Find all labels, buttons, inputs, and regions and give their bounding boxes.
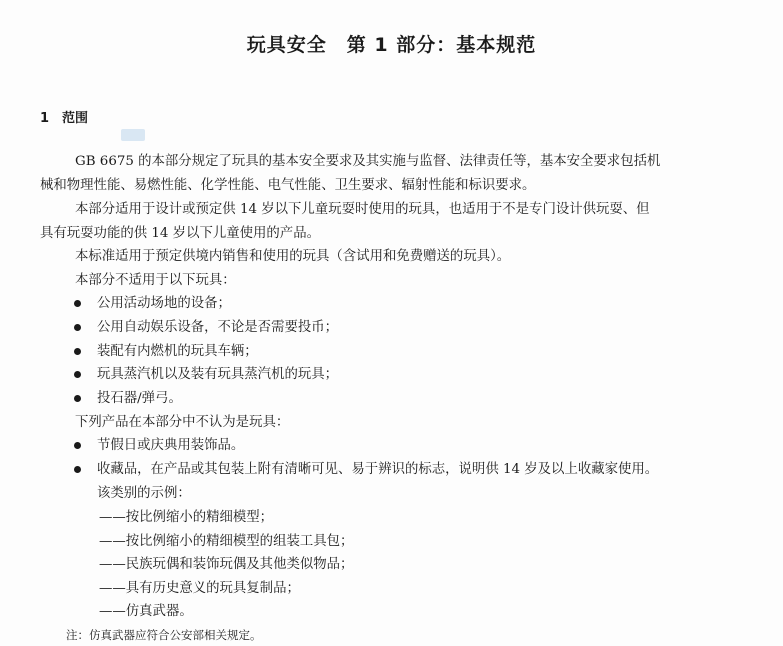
paragraph-1-line-2: 械和物理性能、易燃性能、化学性能、电气性能、卫生要求、辐射性能和标识要求。 [40, 178, 536, 193]
not-applicable-item-5: 投石器/弹弓。 [97, 391, 182, 406]
bullet-dot-icon [74, 324, 81, 331]
document-title: 玩具安全 第 1 部分：基本规范 [246, 34, 537, 56]
not-toys-item-2: 收藏品，在产品或其包装上附有清晰可见、易于辨识的标志，说明供 14 岁及以上收藏家使用。 [97, 462, 659, 477]
not-toys-intro: 下列产品在本部分中不认为是玩具： [75, 415, 290, 430]
example-item-3: ——民族玩偶和装饰玩偶及其他类似物品； [99, 557, 354, 572]
paragraph-2-line-2: 具有玩耍功能的供 14 岁以下儿童使用的产品。 [40, 226, 320, 241]
not-applicable-item-3: 装配有内燃机的玩具车辆； [97, 344, 258, 359]
bullet-dot-icon [74, 395, 81, 402]
bullet-dot-icon [74, 442, 81, 449]
section-heading-scope: 1 范围 [40, 111, 89, 126]
bullet-dot-icon [74, 348, 81, 355]
paragraph-1-line-1: GB 6675 的本部分规定了玩具的基本安全要求及其实施与监督、法律责任等，基本安全要求包括机 [75, 154, 661, 169]
paragraph-3-line-1: 本标准适用于预定供境内销售和使用的玩具（含试用和免费赠送的玩具）。 [75, 249, 511, 264]
bullet-dot-icon [74, 371, 81, 378]
not-applicable-item-1: 公用活动场地的设备； [97, 296, 231, 311]
not-applicable-item-2: 公用自动娱乐设备，不论是否需要投币； [97, 320, 339, 335]
example-item-2: ——按比例缩小的精细模型的组装工具包； [99, 534, 354, 549]
example-item-1: ——按比例缩小的精细模型； [99, 510, 274, 525]
bullet-dot-icon [74, 300, 81, 307]
note: 注：仿真武器应符合公安部相关规定。 [66, 628, 262, 642]
bullet-dot-icon [74, 466, 81, 473]
paragraph-2-line-1: 本部分适用于设计或预定供 14 岁以下儿童玩耍时使用的玩具，也适用于不是专门设计供玩耍、但 [75, 202, 650, 217]
not-applicable-item-4: 玩具蒸汽机以及装有玩具蒸汽机的玩具； [97, 367, 339, 382]
example-item-5: ——仿真武器。 [99, 604, 193, 619]
examples-intro: 该类别的示例： [97, 486, 191, 501]
not-applicable-intro: 本部分不适用于以下玩具： [75, 273, 236, 288]
not-toys-item-1: 节假日或庆典用装饰品。 [97, 438, 245, 453]
example-item-4: ——具有历史意义的玩具复制品； [99, 581, 300, 596]
